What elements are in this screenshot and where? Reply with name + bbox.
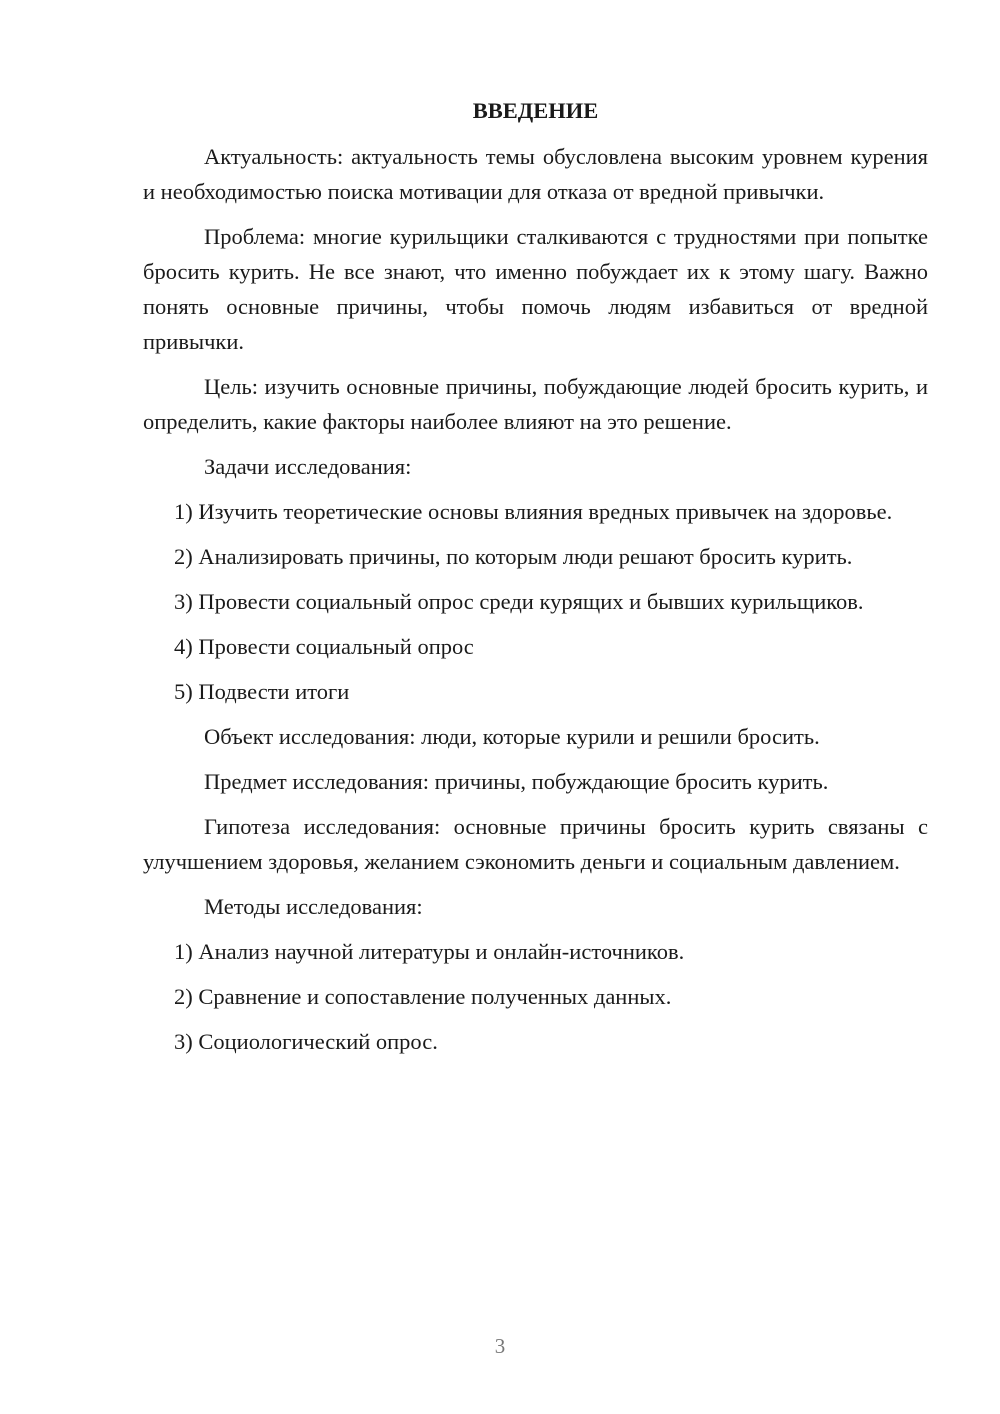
object-paragraph: Объект исследования: люди, которые курили и решили бросить. [204, 724, 820, 749]
task-item: 2) Анализировать причины, по которым люди решают бросить курить. [174, 544, 853, 569]
method-item: 3) Социологический опрос. [174, 1029, 438, 1054]
methods-heading: Методы исследования: [204, 894, 423, 919]
subject-paragraph: Предмет исследования: причины, побуждающие бросить курить. [204, 769, 829, 794]
method-item: 1) Анализ научной литературы и онлайн-источников. [174, 939, 685, 964]
problem-paragraph: Проблема: многие курильщики сталкиваются с трудностями при попытке бросить курить. Не все знают, что именно побуждает их к этому шагу. Важно понять основные причины, чтобы помочь людям избавиться от вредной привычки. [143, 224, 928, 354]
task-item: 1) Изучить теоретические основы влияния вредных привычек на здоровье. [174, 499, 893, 524]
document-page [143, 96, 928, 1069]
section-heading: ВВЕДЕНИЕ [472, 98, 599, 123]
goal-paragraph: Цель: изучить основные причины, побуждающие людей бросить курить, и определить, какие факторы наиболее влияют на это решение. [143, 374, 928, 434]
page-number: 3 [494, 1334, 506, 1358]
tasks-heading: Задачи исследования: [204, 454, 412, 479]
method-item: 2) Сравнение и сопоставление полученных данных. [174, 984, 672, 1009]
relevance-paragraph: Актуальность: актуальность темы обусловлена высоким уровнем курения и необходимостью поиска мотивации для отказа от вредной привычки. [143, 144, 928, 204]
hypothesis-paragraph: Гипотеза исследования: основные причины бросить курить связаны с улучшением здоровья, желанием сэкономить деньги и социальным давлением. [143, 814, 928, 874]
task-item: 5) Подвести итоги [174, 679, 350, 704]
task-item: 4) Провести социальный опрос [174, 634, 474, 659]
task-item: 3) Провести социальный опрос среди курящих и бывших курильщиков. [174, 589, 864, 614]
